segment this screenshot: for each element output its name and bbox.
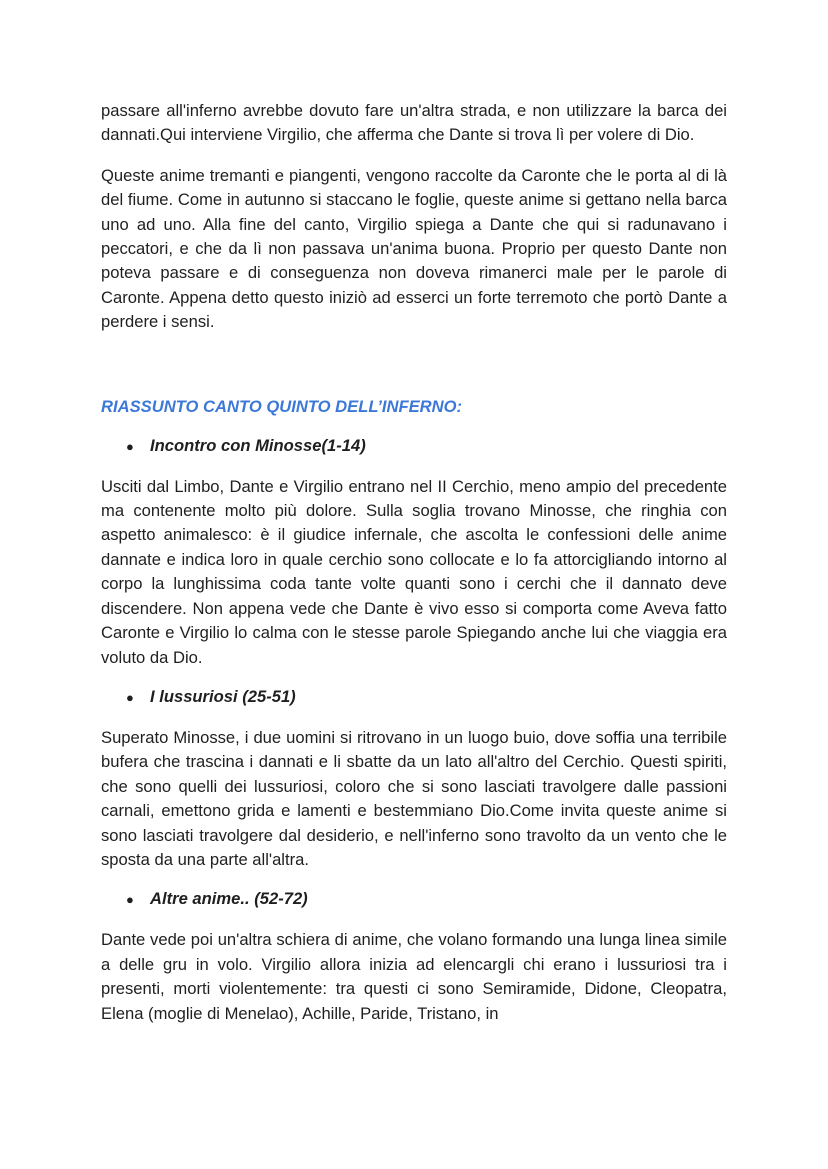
intro-paragraph-2: Queste anime tremanti e piangenti, vengono raccolte da Caronte che le porta al di là del fiume. Come in autunno si staccano le foglie, queste anime si gettano nella barca uno ad uno. Alla fine del canto, Virgilio spiega a Dante che qui si radunavano i peccatori, e che da lì non passava un'anima buona. Proprio per questo Dante non poteva passare e di conseguenza non doveva rimanerci male per le parole di Caronte. Appena detto questo iniziò ad esserci un forte terremoto che portò Dante a perdere i sensi.: [101, 165, 727, 332]
bullet-item-minosse: [101, 434, 727, 459]
bullet-label: Altre anime.. (52-72): [150, 889, 308, 909]
paragraph-lussuriosi: Superato Minosse, i due uomini si ritrovano in un luogo buio, dove soffia una terribile bufera che trascina i dannati e li sbatte da un lato all'altro del Cerchio. Questi spiriti, che sono quelli dei lussuriosi, coloro che si sono lasciati travolgere dalle passioni carnali, emettono grida e lamenti e bestemmiano Dio.Come invita queste anime si sono lasciati travolgere dal desiderio, e nell'inferno sono travolto da un vento che le sposta da una parte all'altra.: [101, 727, 727, 869]
section-heading: RIASSUNTO CANTO QUINTO DELL’INFERNO:: [101, 396, 463, 416]
bullet-label: I lussuriosi (25-51): [150, 686, 296, 706]
bullet-icon: ●: [126, 438, 134, 454]
paragraph-altre-anime: Dante vede poi un'altra schiera di anime, che volano formando una lunga linea simile a delle gru in volo. Virgilio allora inizia ad elencargli chi erano i lussuriosi tra i presenti, morti violentemente: tra questi ci sono Semiramide, Didone, Cleopatra, Elena (moglie di Menelao), Achille, Paride, Tristano, in: [101, 930, 727, 1023]
document-page: [101, 99, 727, 1026]
bullet-icon: ●: [126, 892, 134, 908]
bullet-icon: ●: [126, 689, 134, 705]
bullet-label: Incontro con Minosse(1-14): [150, 435, 366, 455]
intro-paragraph-1: passare all'inferno avrebbe dovuto fare un'altra strada, e non utilizzare la barca dei dannati.Qui interviene Virgilio, che afferma che Dante si trova lì per volere di Dio.: [101, 101, 727, 145]
bullet-item-altre-anime: [101, 887, 727, 912]
bullet-item-lussuriosi: [101, 685, 727, 710]
paragraph-minosse: Usciti dal Limbo, Dante e Virgilio entrano nel II Cerchio, meno ampio del precedente ma contenente molto più dolore. Sulla soglia trovano Minosse, che ringhia con aspetto animalesco: è il giudice infernale, che ascolta le confessioni delle anime dannate e indica loro in quale cerchio sono collocate e lo fa attorcigliando intorno al corpo la lunghissima coda tante volte quanti sono i cerchi che il dannato deve discendere. Non appena vede che Dante è vivo esso si comporta come Aveva fatto Caronte e Virgilio lo calma con le stesse parole Spiegando anche lui che viaggia era voluto da Dio.: [101, 476, 727, 667]
